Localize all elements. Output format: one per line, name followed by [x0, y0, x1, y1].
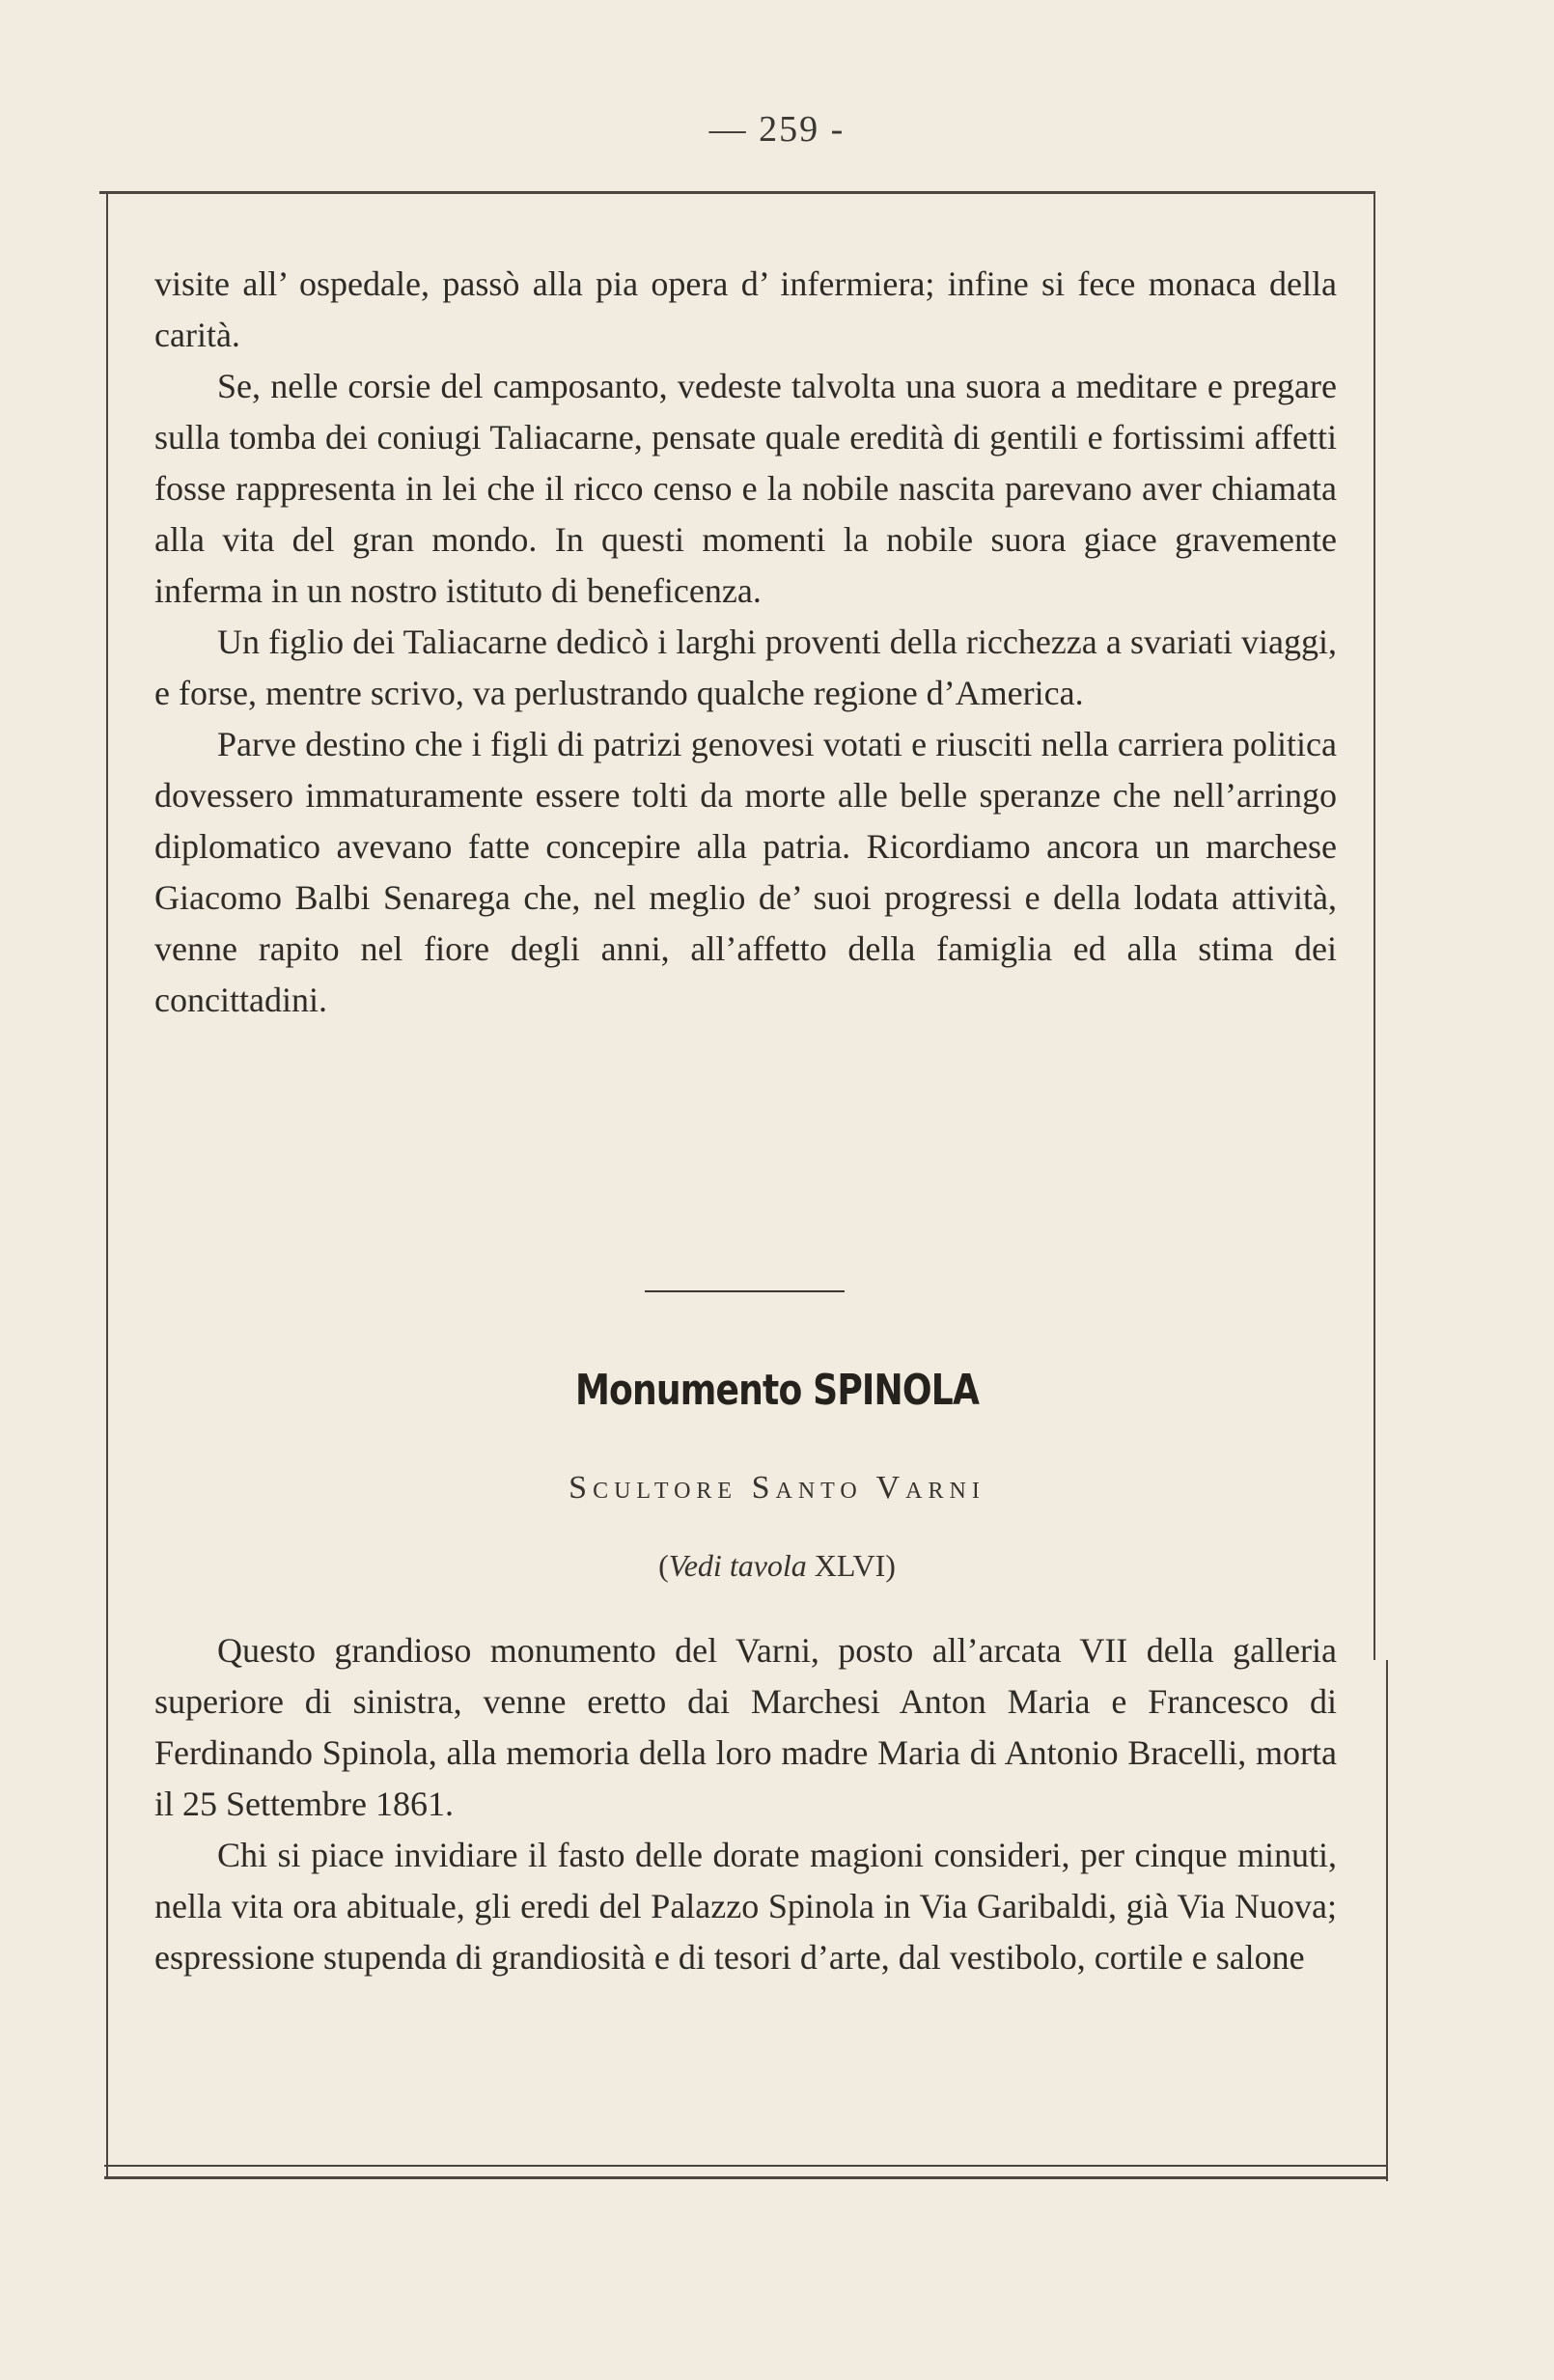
- frame-bottom-rule: [104, 2165, 1388, 2167]
- frame-bottom-rule-double: [104, 2176, 1388, 2179]
- frame-top-rule: [99, 191, 1374, 194]
- frame-right-rule-lower: [1386, 1660, 1388, 2181]
- plate-reference: [0, 1548, 1554, 1584]
- page-number: — 259 -: [708, 109, 846, 150]
- frame-left-rule-lower: [106, 1658, 108, 2179]
- first-section-text: [154, 259, 1337, 1026]
- reference-italic: Vedi tavola: [668, 1548, 807, 1583]
- frame-right-rule: [1374, 191, 1375, 1660]
- monument-section-text: [154, 1625, 1337, 1983]
- sculptor-line: Scultore Santo Varni: [569, 1470, 985, 1506]
- section-title: Monumento SPINOLA: [574, 1366, 980, 1415]
- paragraph: Se, nelle corsie del camposanto, vedeste talvolta una suora a meditare e pregare sulla tomba dei coniugi Taliacarne, pensate quale eredità di gentili e fortissimi affetti fosse rappresenta in lei che il ricco censo e la nobile nascita parevano aver chiamata alla vita del gran mondo. In questi momenti la nobile suora giace gravemente inferma in un nostro istituto di beneficenza.: [154, 367, 1337, 610]
- frame-left-rule: [106, 191, 108, 1658]
- paragraph: Chi si piace invidiare il fasto delle dorate magioni consideri, per cinque minuti, nella vita ora abituale, gli eredi del Palazzo Spinola in Via Garibaldi, già Via Nuova; espressione stupenda di grandiosità e di tesori d’arte, dal vestibolo, cortile e salone: [154, 1836, 1337, 1977]
- paragraph: Parve destino che i figli di patrizi genovesi votati e riusciti nella carriera politica dovessero immaturamente essere tolti da morte alle belle speranze che nell’arringo diplomatico avevano fatte concepire alla patria. Ricordiamo ancora un marchese Giacomo Balbi Senarega che, nel meglio de’ suoi progressi e della lodata attività, venne rapito nel fiore degli anni, all’affetto della famiglia ed alla stima dei concittadini.: [154, 725, 1337, 1019]
- reference-rest: XLVI): [806, 1548, 896, 1583]
- paragraph: visite all’ ospedale, passò alla pia opera d’ infermiera; infine si fece monaca della carità.: [154, 264, 1337, 354]
- reference-open: (: [658, 1548, 669, 1583]
- section-separator: [645, 1290, 845, 1292]
- paragraph: Un figlio dei Taliacarne dedicò i larghi proventi della ricchezza a svariati viaggi, e forse, mentre scrivo, va perlustrando qualche regione d’America.: [154, 623, 1337, 712]
- paragraph: Questo grandioso monumento del Varni, posto all’arcata VII della galleria superiore di sinistra, venne eretto dai Marchesi Anton Maria e Francesco di Ferdinando Spinola, alla memoria della loro madre Maria di Antonio Bracelli, morta il 25 Settembre 1861.: [154, 1631, 1337, 1823]
